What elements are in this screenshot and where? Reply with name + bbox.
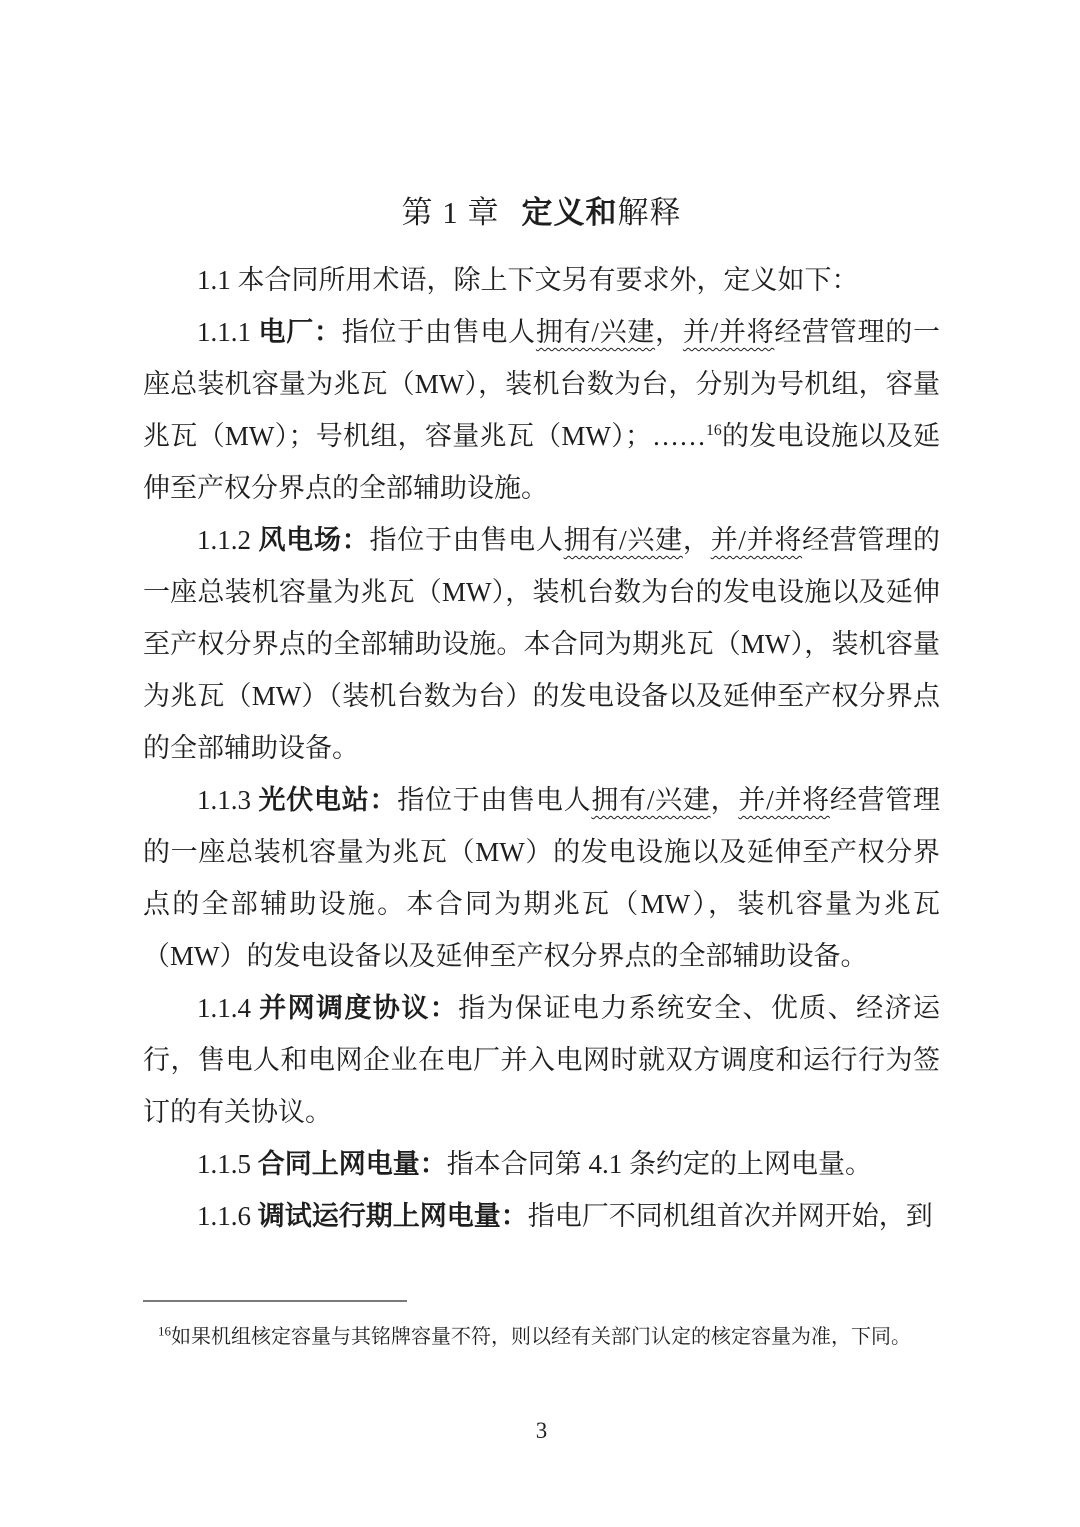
footnote-separator bbox=[143, 1300, 407, 1302]
clause-1-1-2 bbox=[143, 514, 940, 774]
text-run: 经营管理的一座总装机容量为兆瓦（MW）的发电设施以及延伸至产权分界点的全部辅助设施。本合同为期兆瓦（MW），装机容量为兆瓦（MW）的发电设备以及延伸至产权分界点的全部辅助设备。 bbox=[143, 785, 941, 971]
text-run: 指本合同第 4.1 条约定的上网电量。 bbox=[446, 1149, 872, 1179]
underlined-option: 拥有/兴建 bbox=[535, 317, 656, 347]
text-run: 1.1.2 bbox=[197, 525, 259, 555]
text-run: 的发电设施以及延伸至产权分界点的全部辅助设施。 bbox=[143, 421, 941, 503]
term-label: 并网调度协议： bbox=[259, 993, 459, 1023]
underlined-option: 并/并将 bbox=[738, 785, 830, 815]
text-run: ， bbox=[655, 317, 683, 347]
footnote-text: 如果机组核定容量与其铭牌容量不符，则以经有关部门认定的核定容量为准，下同。 bbox=[171, 1326, 911, 1348]
clause-1-1-4 bbox=[143, 982, 940, 1138]
page-number: 3 bbox=[535, 1418, 548, 1443]
chapter-number: 第 1 章 bbox=[401, 195, 500, 230]
text-run: 1.1.1 bbox=[197, 317, 259, 347]
text-run: 1.1.4 bbox=[197, 993, 260, 1023]
text-run: 指位于由售电人 bbox=[341, 317, 536, 347]
text-run: 经营管理的一座总装机容量为兆瓦（MW），装机台数为台的发电设施以及延伸至产权分界点的全部辅助设施。本合同为期兆瓦（MW），装机容量为兆瓦（MW）（装机台数为台）的发电设备以及延伸至产权分界点的全部辅助设备。 bbox=[143, 525, 941, 763]
term-label: 合同上网电量： bbox=[257, 1149, 447, 1179]
text-run: 1.1 本合同所用术语，除上下文另有要求外，定义如下： bbox=[197, 265, 859, 295]
underlined-option: 并/并将 bbox=[682, 317, 775, 347]
chapter-heading-emphasis: 定义和 bbox=[521, 195, 618, 230]
body-paragraphs bbox=[143, 254, 940, 1242]
footnote-marker: 16 bbox=[158, 1323, 171, 1339]
underlined-option: 拥有/兴建 bbox=[563, 525, 683, 555]
text-run: 1.1.3 bbox=[197, 785, 259, 815]
term-label: 光伏电站： bbox=[258, 785, 398, 815]
footnote bbox=[158, 1322, 948, 1352]
clause-1-1-5 bbox=[143, 1138, 940, 1190]
text-run: 指电厂不同机组首次并网开始，到 bbox=[527, 1201, 933, 1231]
clause-1-1 bbox=[143, 254, 940, 306]
underlined-option: 拥有/兴建 bbox=[591, 785, 711, 815]
text-run: 指位于由售电人 bbox=[369, 525, 564, 555]
term-label: 电厂： bbox=[258, 317, 342, 347]
underlined-option: 并/并将 bbox=[710, 525, 803, 555]
term-label: 风电场： bbox=[258, 525, 370, 555]
text-run: 指为保证电力系统安全、优质、经济运行，售电人和电网企业在电厂并入电网时就双方调度和运行行为签订的有关协议。 bbox=[143, 993, 941, 1127]
chapter-title bbox=[143, 192, 940, 234]
clause-1-1-1 bbox=[143, 306, 940, 514]
text-run: 经营管理的一座总装机容量为兆瓦（MW），装机台数为台，分别为号机组，容量兆瓦（MW）；号机组，容量兆瓦（MW）；…… bbox=[143, 317, 941, 451]
footnote-ref: 16 bbox=[706, 422, 722, 439]
text-run: ， bbox=[682, 525, 711, 555]
text-run: 1.1.5 bbox=[197, 1149, 258, 1179]
chapter-heading-rest: 解释 bbox=[617, 195, 682, 230]
text-run: ， bbox=[710, 785, 739, 815]
clause-1-1-6 bbox=[143, 1190, 940, 1242]
text-run: 1.1.6 bbox=[197, 1201, 258, 1231]
text-run: 指位于由售电人 bbox=[397, 785, 592, 815]
term-label: 调试运行期上网电量： bbox=[257, 1201, 528, 1231]
clause-1-1-3 bbox=[143, 774, 940, 982]
